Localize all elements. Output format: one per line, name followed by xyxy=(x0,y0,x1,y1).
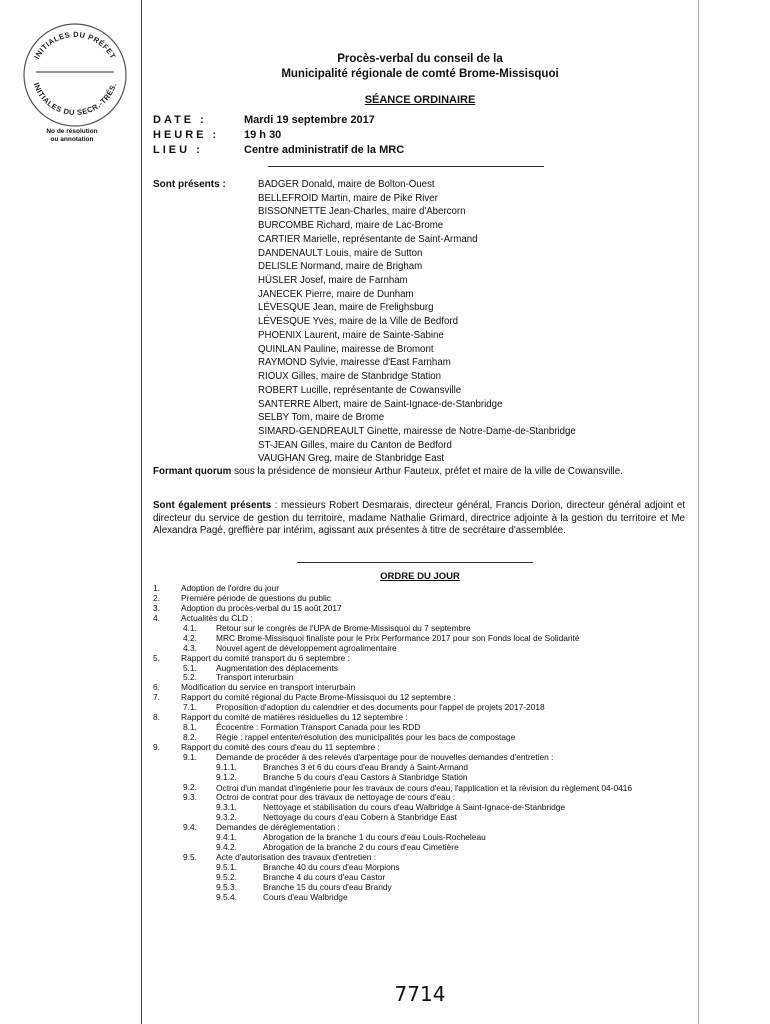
agenda-item-number: 9.1. xyxy=(183,751,197,762)
meta-key: DATE : xyxy=(153,114,207,126)
agenda-item-number: 9.5.4. xyxy=(216,891,237,902)
agenda-item-number: 8.1. xyxy=(183,722,197,733)
quorum-paragraph xyxy=(153,466,685,479)
agenda-item-text: Retour sur le congrès de l'UPA de Brome-Missisquoi du 7 septembre xyxy=(216,622,471,633)
agenda-item-text: Écocentre : Formation Transport Canada pour les RDD xyxy=(216,722,421,733)
presents-label: Sont présents : xyxy=(153,179,226,190)
svg-text:INITIALES DU SECR.-TRÉS. xyxy=(32,82,119,117)
present-member: SELBY Tom, maire de Brome xyxy=(258,412,385,424)
agenda-item-text: Augmentation des déplacements xyxy=(216,662,338,673)
agenda-item-number: 4.1. xyxy=(183,622,197,633)
agenda-item-text: Acte d'autorisation des travaux d'entretien : xyxy=(216,851,377,862)
present-member: BELLEFROID Martin, maire de Pike River xyxy=(258,192,438,204)
present-member: JANECEK Pierre, maire de Dunham xyxy=(258,288,414,300)
agenda-item-text: Cours d'eau Walbridge xyxy=(263,891,348,902)
agenda-item-number: 9.5.3. xyxy=(216,881,237,892)
present-member: LÉVESQUE Jean, maire de Frelighsburg xyxy=(258,302,434,314)
agenda-item-text: Rapport du comité des cours d'eau du 11 septembre : xyxy=(181,742,380,752)
doc-title-line1: Procès-verbal du conseil de la xyxy=(337,53,503,65)
agenda-item-number: 9.3. xyxy=(183,792,197,803)
present-member: SANTERRE Albert, maire de Saint-Ignace-de-Stanbridge xyxy=(258,398,503,410)
agenda-item-number: 2. xyxy=(153,592,160,603)
present-member: VAUGHAN Greg, maire de Stanbridge East xyxy=(258,453,445,465)
present-member: SIMARD-GENDREAULT Ginette, mairesse de Notre-Dame-de-Stanbridge xyxy=(258,425,576,437)
agenda-item-text: Régie : rappel entente/résolution des municipalités pour les bacs de compostage xyxy=(216,732,516,743)
agenda-item-number: 3. xyxy=(153,602,160,613)
agenda-item-number: 6. xyxy=(153,682,160,693)
also-present-paragraph xyxy=(153,500,685,538)
agenda-item-number: 4. xyxy=(153,612,160,623)
present-member: RAYMOND Sylvie, mairesse d'East Farnham xyxy=(258,357,451,369)
separator xyxy=(297,562,533,563)
present-member: QUINLAN Pauline, mairesse de Bromont xyxy=(258,343,434,355)
agenda-item xyxy=(153,893,685,903)
present-member: RIOUX Gilles, maire de Stanbridge Station xyxy=(258,371,442,383)
agenda-item-text: Rapport du comité de matières résiduelles du 12 septembre : xyxy=(181,712,408,723)
stamp-top-text: INITIALES DU PRÉFET xyxy=(32,29,118,61)
agenda-item-text: Nouvel agent de développement agroalimentaire xyxy=(216,642,397,653)
present-member: BURCOMBE Richard, maire de Lac-Brome xyxy=(258,220,444,232)
meta-key: HEURE : xyxy=(153,129,220,141)
present-member: CARTIER Marielle, représentante de Saint-Armand xyxy=(258,233,478,245)
agenda-item-number: 9.1.1. xyxy=(216,761,237,772)
agenda-item-text: Actualités du CLD : xyxy=(181,612,253,623)
agenda-item-text: Octroi d'un mandat d'ingénierie pour les travaux de cours d'eau, l'application et la révision du règlement 04-0416 xyxy=(216,782,633,793)
agenda-item-text: Demandes de déréglementation : xyxy=(216,821,340,832)
agenda-item-number: 9.2. xyxy=(183,781,197,792)
separator xyxy=(268,166,544,167)
stamp-bottom-text: INITIALES DU SECR.-TRÉS. xyxy=(31,81,119,118)
agenda-item-number: 7. xyxy=(153,692,160,703)
meta-key: LIEU : xyxy=(153,144,203,156)
agenda-item-text: Abrogation de la branche 1 du cours d'eau Louis-Rocheleau xyxy=(263,831,486,842)
resolution-note-line: No de résolution xyxy=(46,128,98,135)
right-margin-rule xyxy=(698,0,699,1024)
agenda-item-text: Rapport du comité régional du Pacte Brome-Missisquoi du 12 septembre : xyxy=(181,692,456,703)
agenda-item-number: 9.4.2. xyxy=(216,841,237,852)
agenda-item-number: 9. xyxy=(153,742,160,752)
agenda-item xyxy=(153,654,685,664)
agenda-item-number: 4.3. xyxy=(183,642,197,653)
agenda-item-number: 9.3.1. xyxy=(216,802,237,813)
present-member: DANDENAULT Louis, maire de Sutton xyxy=(258,247,423,259)
agenda-item-number: 4.2. xyxy=(183,632,197,643)
agenda-item-text: Modification du service en transport interurbain xyxy=(181,682,356,693)
agenda-item-number: 5.1. xyxy=(183,662,197,673)
agenda-item-number: 9.3.2. xyxy=(216,812,237,823)
agenda-title: ORDRE DU JOUR xyxy=(380,571,460,582)
present-member: DELISLE Normand, maire de Brigham xyxy=(258,261,423,273)
agenda-item-number: 8. xyxy=(153,712,160,723)
agenda-item-text: Branche 40 du cours d'eau Morpions xyxy=(263,861,400,872)
agenda-item-number: 5.2. xyxy=(183,672,197,683)
meta-value: Mardi 19 septembre 2017 xyxy=(244,114,375,126)
seance-text: SÉANCE ORDINAIRE xyxy=(364,94,476,106)
also-present-text: : messieurs Robert Desmarais, directeur général, Francis Dorion, directeur général adjoint et directeur du service de gestion du territoire, madame Nathalie Grimard, directrice adjointe à la gestion du territoire et Me Alexandra Pagé, greffière par intérim, agissant aux présentes à titre de secrétaire d'assemblée. xyxy=(153,500,685,537)
present-member: ST-JEAN Gilles, maire du Canton de Bedford xyxy=(258,439,452,451)
agenda-item-number: 9.5.2. xyxy=(216,871,237,882)
meta-value: 19 h 30 xyxy=(244,129,282,141)
agenda-item-text: Branche 4 du cours d'eau Castor xyxy=(263,871,386,882)
agenda-item-text: Branche 5 du cours d'eau Castors à Stanbridge Station xyxy=(263,771,468,782)
agenda-item-text: Transport interurbain xyxy=(216,672,294,683)
present-member: PHOENIX Laurent, maire de Sainte-Sabine xyxy=(258,329,444,341)
doc-title-line2: Municipalité régionale de comté Brome-Missisquoi xyxy=(281,68,559,80)
agenda-item-text: Adoption de l'ordre du jour xyxy=(181,583,279,593)
agenda-item-text: Branche 15 du cours d'eau Brandy xyxy=(263,881,392,892)
present-member: ROBERT Lucille, représentante de Cowansville xyxy=(258,384,462,396)
agenda-item-text: Rapport du comité transport du 6 septembre : xyxy=(181,652,350,663)
agenda-item-text: Branches 3 et 6 du cours d'eau Brandy à Saint-Armand xyxy=(263,761,469,772)
initials-stamp xyxy=(22,22,128,128)
svg-text:INITIALES DU PRÉFET xyxy=(32,30,118,61)
agenda-item-text: Octroi de contrat pour des travaux de nettoyage de cours d'eau : xyxy=(216,792,456,803)
seance-heading xyxy=(141,94,699,106)
page-number: 7714 xyxy=(394,982,446,1006)
agenda-item-text: Abrogation de la branche 2 du cours d'eau Cimetière xyxy=(263,841,459,852)
agenda-item-number: 8.2. xyxy=(183,732,197,743)
quorum-bold: Formant quorum xyxy=(153,466,232,477)
agenda-item-number: 9.4. xyxy=(183,821,197,832)
resolution-note-line: ou annotation xyxy=(50,136,94,143)
present-member: LÉVESQUE Yves, maire de la Ville de Bedford xyxy=(258,316,458,328)
agenda-item-text: Adoption du procès-verbal du 15 août 2017 xyxy=(181,602,342,613)
also-present-bold: Sont également présents xyxy=(153,500,272,511)
present-member: HÜSLER Josef, maire de Farnham xyxy=(258,275,408,287)
margin-rule xyxy=(141,0,142,1024)
agenda-list xyxy=(153,584,685,902)
meta-value: Centre administratif de la MRC xyxy=(244,144,405,156)
agenda-item-number: 9.4.1. xyxy=(216,831,237,842)
agenda-item-number: 9.5. xyxy=(183,851,197,862)
agenda-item-text: Nettoyage du cours d'eau Cobern à Stanbridge East xyxy=(263,812,457,823)
agenda-item-text: Demande de procéder à des relevés d'arpentage pour de nouvelles demandes d'entretien : xyxy=(216,751,554,762)
agenda-item-text: Proposition d'adoption du calendrier et des documents pour l'appel de projets 2017-2018 xyxy=(216,702,545,713)
present-member: BADGER Donald, maire de Bolton-Ouest xyxy=(258,179,435,190)
agenda-item-number: 7.1. xyxy=(183,702,197,713)
resolution-note xyxy=(20,128,124,144)
agenda-item-number: 9.5.1. xyxy=(216,861,237,872)
agenda-item-text: Première période de questions du public xyxy=(181,592,331,603)
quorum-text: sous la présidence de monsieur Arthur Fauteux, préfet et maire de la ville de Cowansville. xyxy=(231,466,623,477)
agenda-item-number: 1. xyxy=(153,583,160,593)
present-member: BISSONNETTE Jean-Charles, maire d'Abercorn xyxy=(258,206,466,218)
agenda-item-text: MRC Brome-Missisquoi finaliste pour le Prix Performance 2017 pour son Fonds local de Solidarité xyxy=(216,632,580,643)
agenda-item-text: Nettoyage et stabilisation du cours d'eau Walbridge à Saint-Ignace-de-Stanbridge xyxy=(263,802,566,813)
presents-list xyxy=(258,178,576,466)
agenda-item-number: 9.1.2. xyxy=(216,771,237,782)
agenda-item xyxy=(153,773,685,783)
agenda-item-number: 5. xyxy=(153,652,160,663)
